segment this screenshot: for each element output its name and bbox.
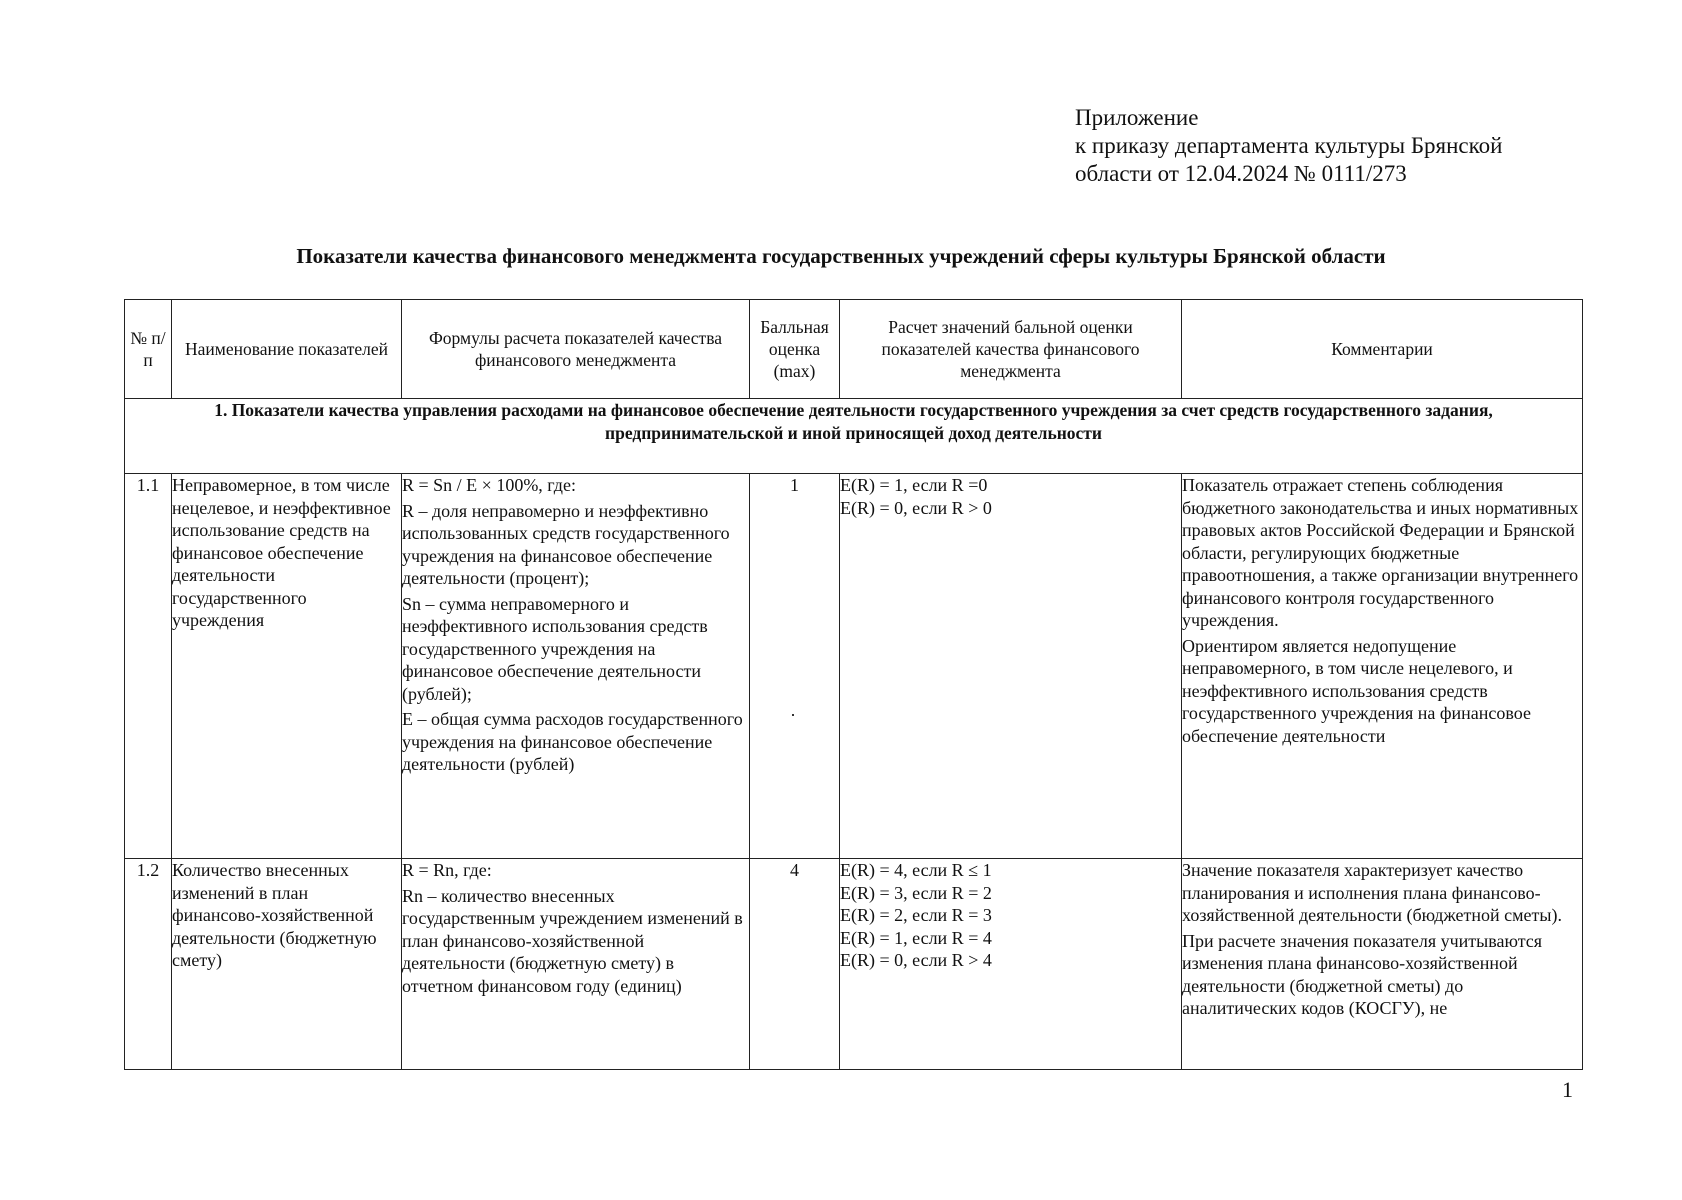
col-header-name: Наименование показателей (172, 300, 402, 399)
table-row (125, 859, 1583, 1070)
section-title: 1. Показатели качества управления расходами на финансовое обеспечение деятельности государственного учреждения за счет средств государственного задания, предпринимательской и иной приносящей доход деятельности (125, 399, 1583, 474)
col-header-formula: Формулы расчета показателей качества финансового менеджмента (402, 300, 750, 399)
max-score-value: 1 (790, 475, 799, 495)
formula-line: E – общая сумма расходов государственного учреждения на финансовое обеспечение деятельности (рублей) (402, 709, 743, 774)
order-reference: к приказу департамента культуры Брянской (1075, 133, 1503, 158)
document-title: Показатели качества финансового менеджмента государственных учреждений сферы культуры Брянской области (296, 244, 1386, 268)
appendix-header (1075, 104, 1595, 188)
col-header-score: Балльная оценка (max) (750, 300, 840, 399)
formula-line: R = Sn / E × 100%, где: (402, 475, 576, 495)
max-score (750, 859, 840, 1070)
formula-line: R – доля неправомерно и неэффективно использованных средств государственного учреждения на финансовое обеспечение деятельности (процент); (402, 500, 730, 588)
calc-line: E(R) = 0, если R > 4 (840, 950, 992, 970)
indicator-name: Количество внесенных изменений в план финансово-хозяйственной деятельности (бюджетную смету) (172, 859, 402, 1070)
score-calculation (840, 859, 1182, 1070)
order-date-number: области от 12.04.2024 № 0111/273 (1075, 161, 1407, 186)
calc-line: E(R) = 4, если R ≤ 1 (840, 860, 992, 880)
indicator-comment (1182, 474, 1583, 859)
indicator-name: Неправомерное, в том числе нецелевое, и неэффективное использование средств на финансовое обеспечение деятельности государственного учреждения (172, 474, 402, 859)
formula-line: R = Rn, где: (402, 860, 492, 880)
max-score-value: 4 (790, 860, 799, 880)
calc-line: E(R) = 1, если R =0 (840, 475, 988, 495)
comment-paragraph: Показатель отражает степень соблюдения бюджетного законодательства и иных нормативных правовых актов Российской Федерации и Брянской области, регулирующих бюджетные правоотношения, а также организации внутреннего финансового контроля государственного учреждения. (1182, 475, 1579, 630)
indicators-table (124, 299, 1583, 1070)
scan-speck (792, 714, 794, 716)
row-number: 1.2 (125, 859, 172, 1070)
formula-line: Rn – количество внесенных государственным учреждением изменений в план финансово-хозяйственной деятельности (бюджетную смету) в отчетном финансовом году (единиц) (402, 885, 743, 996)
appendix-label: Приложение (1075, 105, 1199, 130)
row-number: 1.1 (125, 474, 172, 859)
page-number: 1 (1562, 1077, 1573, 1102)
comment-paragraph: При расчете значения показателя учитываются изменения плана финансово-хозяйственной деятельности (бюджетной сметы) до аналитических кодов (КОСГУ), не (1182, 930, 1543, 1018)
indicator-formula (402, 859, 750, 1070)
comment-paragraph: Ориентиром является недопущение неправомерного, в том числе нецелевого, и неэффективного использования средств государственного учреждения на финансовое обеспечение деятельности (1182, 635, 1532, 746)
col-header-comments: Комментарии (1182, 300, 1583, 399)
indicator-formula (402, 474, 750, 859)
comment-paragraph: Значение показателя характеризует качество планирования и исполнения плана финансово-хозяйственной деятельности (бюджетной сметы). (1182, 860, 1563, 925)
col-header-number: № п/п (125, 300, 172, 399)
section-row (125, 399, 1583, 474)
calc-line: E(R) = 0, если R > 0 (840, 497, 992, 518)
table-header-row (125, 300, 1583, 399)
calc-line: E(R) = 3, если R = 2 (840, 882, 992, 903)
calc-line: E(R) = 2, если R = 3 (840, 905, 992, 925)
table-row (125, 474, 1583, 859)
calc-line: E(R) = 1, если R = 4 (840, 927, 992, 948)
formula-line: Sn – сумма неправомерного и неэффективного использования средств государственного учреждения на финансовое обеспечение деятельности (рублей); (402, 593, 708, 704)
indicator-comment (1182, 859, 1583, 1070)
score-calculation (840, 474, 1182, 859)
max-score (750, 474, 840, 859)
col-header-calc: Расчет значений бальной оценки показателей качества финансового менеджмента (840, 300, 1182, 399)
